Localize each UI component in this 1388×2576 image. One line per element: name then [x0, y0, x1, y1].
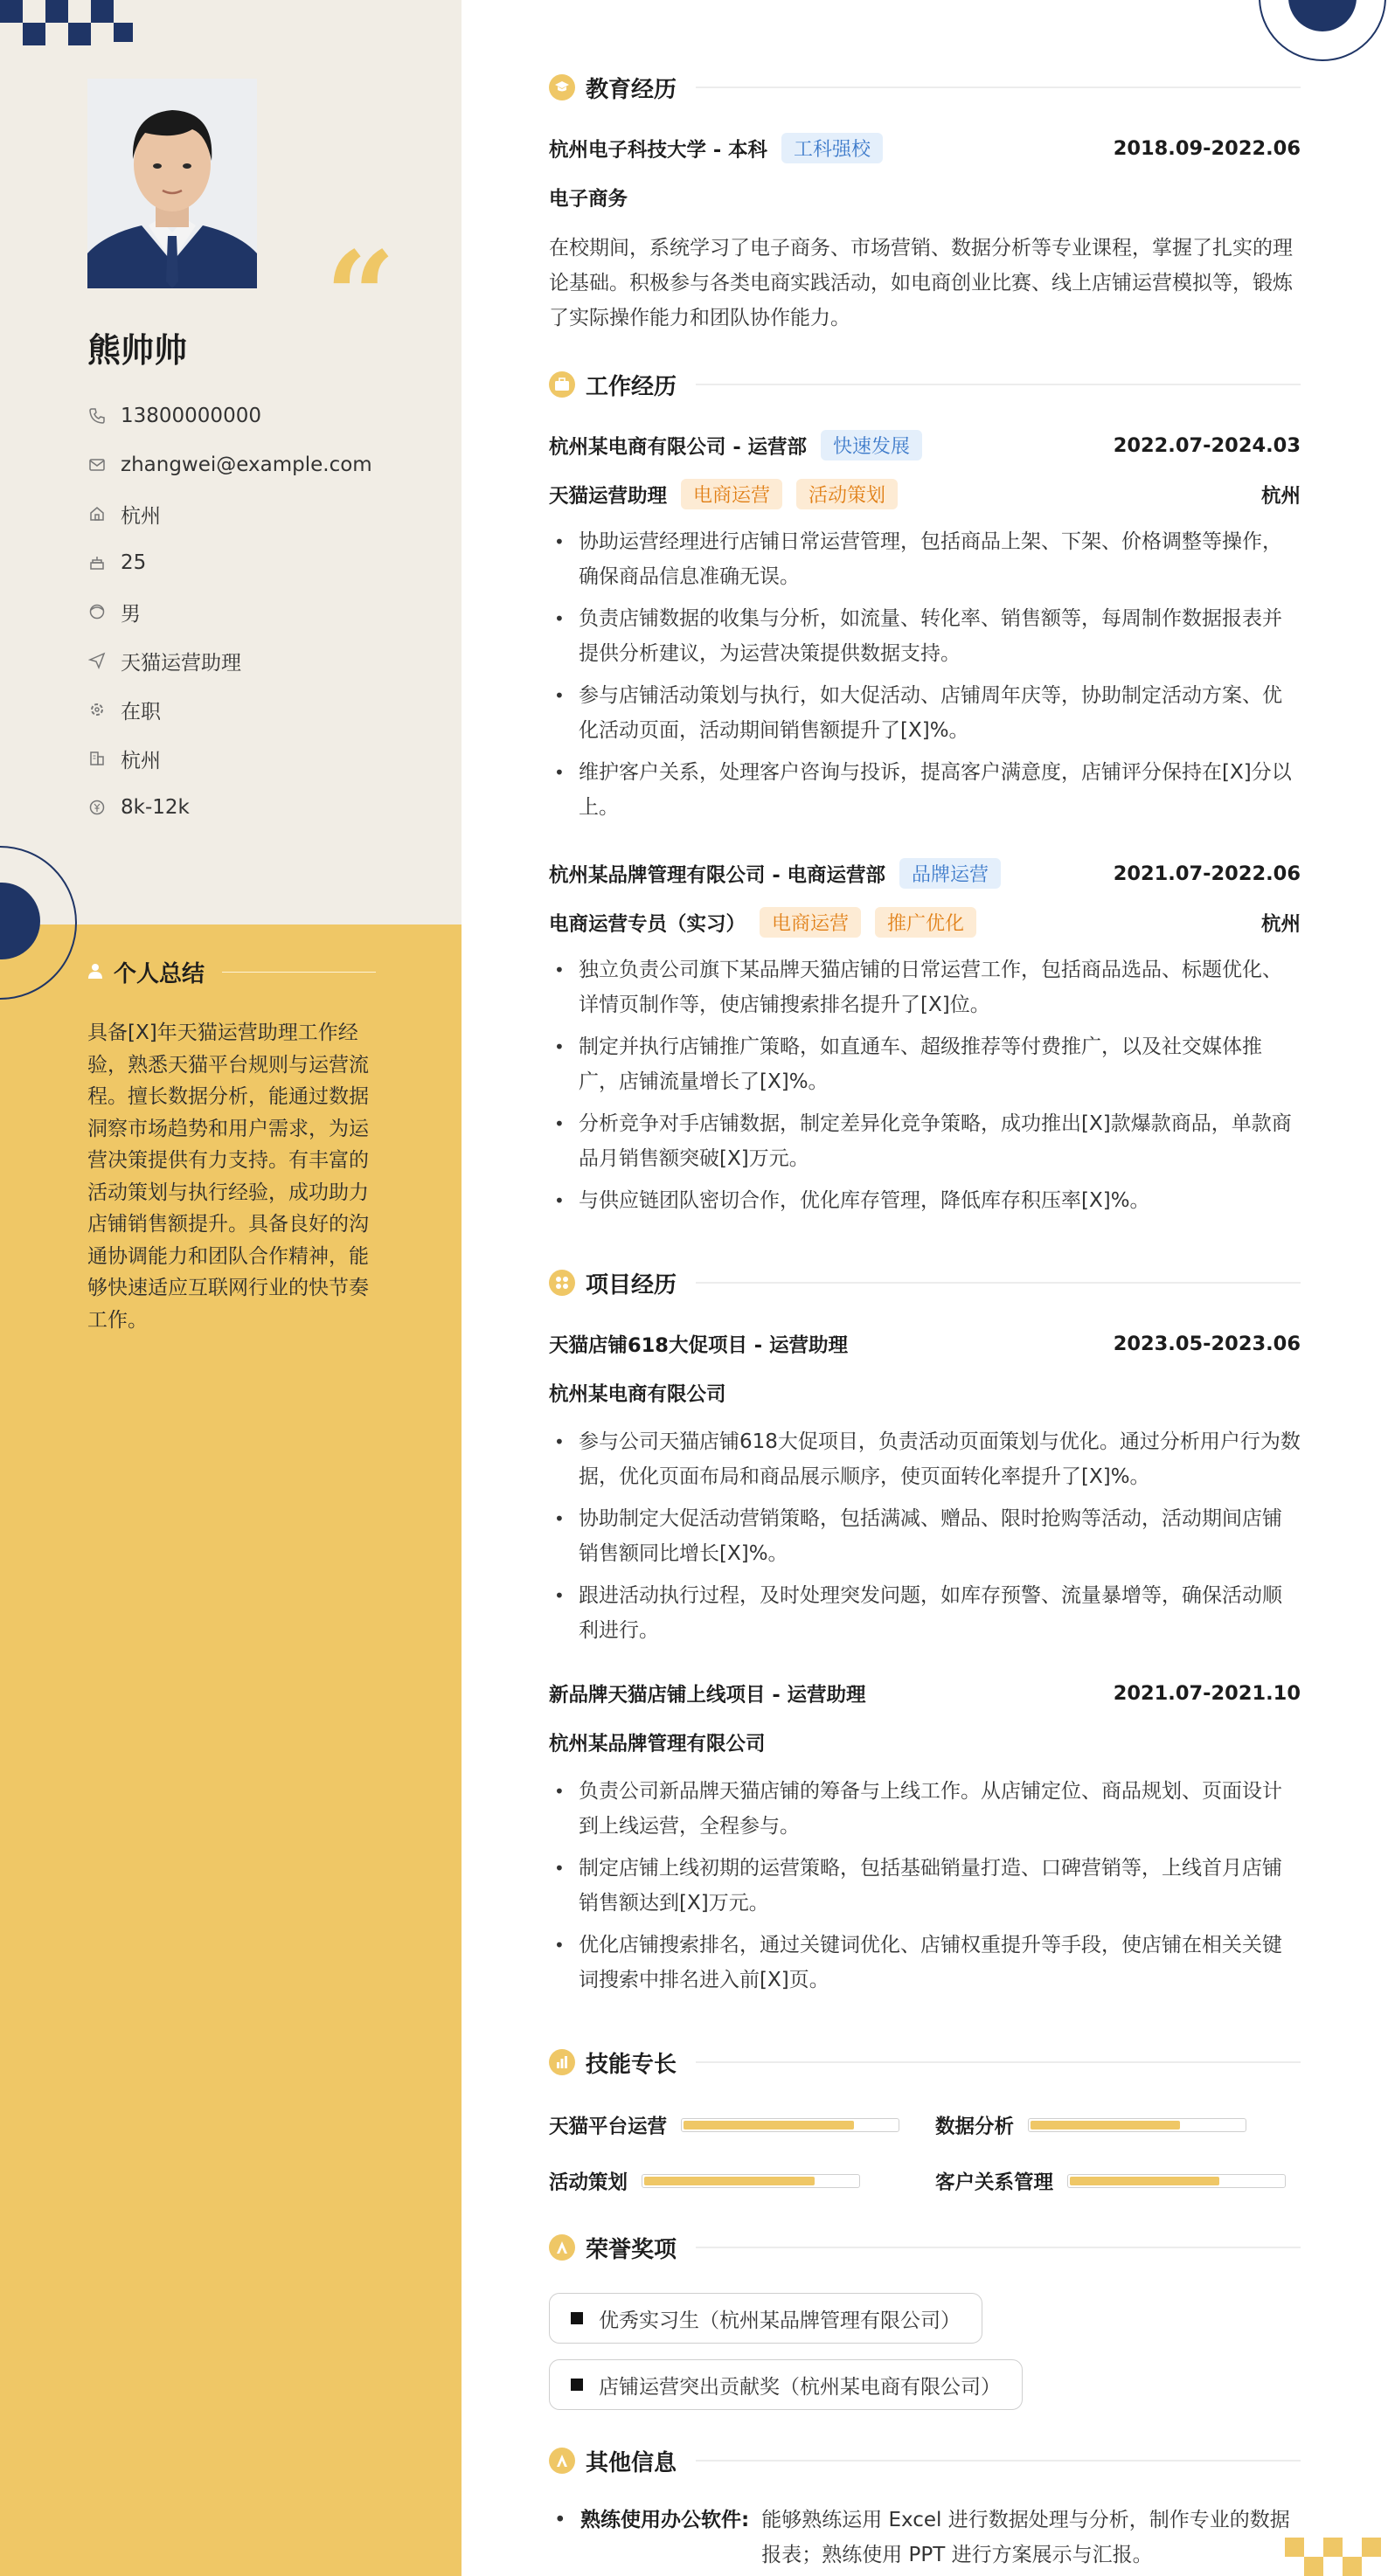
section-divider	[696, 2460, 1301, 2462]
other-label: 熟练使用办公软件:	[580, 2509, 750, 2531]
award-text: 优秀实习生（杭州某品牌管理有限公司）	[599, 2309, 961, 2332]
phone-text: 13800000000	[121, 405, 261, 427]
mail-icon	[87, 455, 107, 474]
job-company-tag: 品牌运营	[899, 858, 1001, 889]
info-gender	[87, 587, 372, 636]
major-row	[549, 184, 1301, 211]
skill-bar	[1067, 2174, 1286, 2188]
skill-bar-fill	[1070, 2177, 1219, 2185]
other-header	[549, 2443, 1301, 2478]
project-1-company-row	[549, 1379, 1301, 1407]
gender-text: 男	[121, 602, 141, 626]
contact-info-list	[87, 391, 372, 832]
location-text: 杭州	[121, 504, 161, 528]
project-2-row	[549, 1679, 1301, 1707]
award-icon	[549, 2234, 575, 2261]
education-row	[549, 133, 1301, 163]
education-header	[549, 70, 1301, 105]
award-item	[549, 2293, 982, 2344]
award-text: 店铺运营突出贡献奖（杭州某电商有限公司）	[599, 2375, 1001, 2399]
project-1-row	[549, 1330, 1301, 1358]
quote-mark-icon: “	[325, 225, 396, 369]
profile-photo	[87, 79, 257, 288]
job-2-role-row	[549, 907, 1301, 938]
job-2-row	[549, 858, 1301, 889]
job-city: 杭州	[1260, 912, 1301, 936]
summary-header	[87, 956, 376, 988]
list-item: • 独立负责公司旗下某品牌天猫店铺的日常运营工作，包括商品选品、标题优化、详情页制作等，使店铺搜索排名提升了[X]位。	[554, 959, 1282, 1016]
major-name: 电子商务	[549, 188, 628, 211]
square-bullet-icon	[571, 2312, 583, 2324]
job-company: 杭州某电商有限公司 - 运营部	[549, 435, 808, 459]
other-text: 能够熟练运用 Excel 进行数据处理与分析，制作专业的数据报表；熟练使用 PPT 进行方案展示与汇报。	[761, 2509, 1290, 2566]
person-face-icon	[87, 602, 107, 621]
grid-icon	[549, 1270, 575, 1296]
section-divider	[696, 2247, 1301, 2248]
graduation-cap-icon	[549, 74, 575, 100]
info-age	[87, 538, 372, 587]
job-company: 杭州某品牌管理有限公司 - 电商运营部	[549, 863, 886, 887]
list-item: • 负责店铺数据的收集与分析，如流量、转化率、销售额等，每周制作数据报表并提供分析建议，为运营决策提供数据支持。	[554, 607, 1282, 665]
salary-text: 8k-12k	[121, 796, 190, 819]
list-item: • 参与公司天猫店铺618大促项目，负责活动页面策划与优化。通过分析用户行为数据，优化页面布局和商品展示顺序，使页面转化率提升了[X]%。	[554, 1430, 1301, 1488]
person-name: 熊帅帅	[87, 331, 188, 370]
building-icon	[87, 749, 107, 768]
job-company-tag: 快速发展	[821, 430, 922, 460]
honors-header	[549, 2230, 1301, 2265]
project-company: 杭州某品牌管理有限公司	[549, 1733, 766, 1755]
job-1-role-row	[549, 479, 1301, 509]
job-skill-tag: 电商运营	[760, 907, 861, 938]
job-city: 杭州	[1260, 484, 1301, 508]
summary-text: 具备[X]年天猫运营助理工作经验，熟悉天猫平台规则与运营流程。擅长数据分析，能通过数据洞察市场趋势和用户需求，为运营决策提供有力支持。有丰富的活动策划与执行经验，成功助力店铺销售额提升。具备良好的沟通协调能力和团队合作精神，能够快速适应互联网行业的快节奏工作。	[87, 1021, 369, 1332]
summary-title: 个人总结	[114, 961, 205, 987]
summary-divider	[222, 972, 376, 973]
job-skill-tag: 电商运营	[681, 479, 782, 509]
list-item: • 跟进活动执行过程，及时处理突发问题，如库存预警、流量暴增等，确保活动顺利进行。	[554, 1584, 1282, 1642]
skill-name: 客户关系管理	[935, 2171, 1054, 2194]
work-title: 工作经历	[586, 373, 677, 400]
paper-plane-icon	[87, 651, 107, 670]
skill-bar	[642, 2174, 860, 2188]
list-item: • 分析竞争对手店铺数据，制定差异化竞争策略，成功推出[X]款爆款商品，单款商品月销售额突破[X]万元。	[554, 1112, 1292, 1170]
education-title: 教育经历	[586, 76, 677, 103]
avatar	[87, 79, 257, 288]
list-item: • 优化店铺搜索排名，通过关键词优化、店铺权重提升等手段，使店铺在相关关键词搜索中排名进入前[X]页。	[554, 1934, 1282, 1991]
coin-icon	[87, 798, 107, 817]
skills-title: 技能专长	[586, 2051, 677, 2078]
phone-icon	[87, 406, 107, 426]
list-item: • 协助制定大促活动营销策略，包括满减、赠品、限时抢购等活动，活动期间店铺销售额同比增长[X]%。	[554, 1507, 1282, 1565]
job-2-bullets	[549, 952, 1301, 1225]
skills-header	[549, 2045, 1301, 2080]
list-item: • 制定店铺上线初期的运营策略，包括基础销量打造、口碑营销等，上线首月店铺销售额达到[X]万元。	[554, 1857, 1282, 1915]
skill-bar-fill	[644, 2177, 815, 2185]
section-divider	[696, 87, 1301, 88]
section-divider	[696, 384, 1301, 385]
honors-title: 荣誉奖项	[586, 2236, 677, 2263]
work-header	[549, 367, 1301, 402]
job-1-bullets	[549, 524, 1301, 832]
job-date: 2021.07-2022.06	[1113, 862, 1301, 885]
project-company: 杭州某电商有限公司	[549, 1383, 726, 1406]
award-item	[549, 2359, 1023, 2410]
sidebar	[0, 0, 462, 2576]
skill-bar-fill	[1031, 2121, 1180, 2129]
gear-icon	[87, 700, 107, 719]
skill-item	[549, 2167, 860, 2195]
checker-decoration	[0, 0, 140, 45]
skill-bar	[681, 2118, 899, 2132]
briefcase-icon	[549, 371, 575, 398]
other-title: 其他信息	[586, 2449, 677, 2476]
skill-item	[935, 2111, 1246, 2139]
age-text: 25	[121, 551, 147, 574]
home-icon	[87, 504, 107, 523]
info-city	[87, 734, 372, 783]
section-divider	[696, 2061, 1301, 2063]
info-position	[87, 636, 372, 685]
skill-item	[935, 2167, 1286, 2195]
cake-icon	[87, 553, 107, 572]
list-item: • 参与店铺活动策划与执行，如大促活动、店铺周年庆等，协助制定活动方案、优化活动页面，活动期间销售额提升了[X]%。	[554, 684, 1282, 742]
status-text: 在职	[121, 700, 161, 724]
skill-name: 数据分析	[935, 2116, 1015, 2138]
position-text: 天猫运营助理	[121, 651, 241, 675]
info-status	[87, 685, 372, 734]
project-date: 2021.07-2021.10	[1113, 1682, 1301, 1705]
other-item	[549, 2503, 1301, 2573]
list-item: • 维护客户关系，处理客户咨询与投诉，提高客户满意度，店铺评分保持在[X]分以上。	[554, 761, 1292, 819]
school-name: 杭州电子科技大学 - 本科	[549, 138, 768, 162]
project-name: 新品牌天猫店铺上线项目 - 运营助理	[549, 1684, 866, 1707]
job-role: 电商运营专员（实习）	[549, 912, 746, 936]
project-date: 2023.05-2023.06	[1113, 1333, 1301, 1355]
job-role: 天猫运营助理	[549, 484, 668, 508]
info-salary	[87, 783, 372, 832]
skill-name: 天猫平台运营	[549, 2116, 668, 2138]
skill-bar	[1028, 2118, 1246, 2132]
bar-chart-icon	[549, 2049, 575, 2075]
checker-decoration-bottom	[1285, 2529, 1388, 2576]
skill-name: 活动策划	[549, 2171, 628, 2194]
education-date: 2018.09-2022.06	[1113, 136, 1301, 160]
skill-item	[549, 2111, 899, 2139]
list-item: • 负责公司新品牌天猫店铺的筹备与上线工作。从店铺定位、商品规划、页面设计到上线运营，全程参与。	[554, 1780, 1282, 1838]
school-tag: 工科强校	[781, 133, 883, 163]
job-date: 2022.07-2024.03	[1113, 433, 1301, 457]
projects-header	[549, 1265, 1301, 1300]
user-icon	[87, 962, 103, 983]
project-2-company-row	[549, 1728, 1301, 1756]
job-skill-tag: 推广优化	[875, 907, 976, 938]
info-email	[87, 440, 372, 489]
list-item: • 与供应链团队密切合作，优化库存管理，降低库存积压率[X]%。	[554, 1189, 1150, 1212]
info-icon	[549, 2448, 575, 2474]
section-divider	[696, 1282, 1301, 1284]
project-1-bullets	[549, 1424, 1301, 1655]
skill-bar-fill	[684, 2121, 854, 2129]
project-name: 天猫店铺618大促项目 - 运营助理	[549, 1334, 848, 1357]
info-location	[87, 489, 372, 538]
info-phone	[87, 391, 372, 440]
education-desc: 在校期间，系统学习了电子商务、市场营销、数据分析等专业课程，掌握了扎实的理论基础。积极参与各类电商实践活动，如电商创业比赛、线上店铺运营模拟等，锻炼了实际操作能力和团队协作能力。	[549, 237, 1293, 329]
projects-title: 项目经历	[586, 1271, 677, 1298]
list-item: • 制定并执行店铺推广策略，如直通车、超级推荐等付费推广，以及社交媒体推广，店铺流量增长了[X]%。	[554, 1035, 1262, 1093]
square-bullet-icon	[571, 2379, 583, 2391]
email-text: zhangwei@example.com	[121, 454, 372, 476]
project-2-bullets	[549, 1774, 1301, 2005]
job-1-row	[549, 430, 1301, 460]
city-text: 杭州	[121, 749, 161, 772]
job-skill-tag: 活动策划	[796, 479, 898, 509]
list-item: • 协助运营经理进行店铺日常运营管理，包括商品上架、下架、价格调整等操作，确保商品信息准确无误。	[554, 530, 1282, 588]
bullet-dot: •	[554, 2509, 566, 2531]
